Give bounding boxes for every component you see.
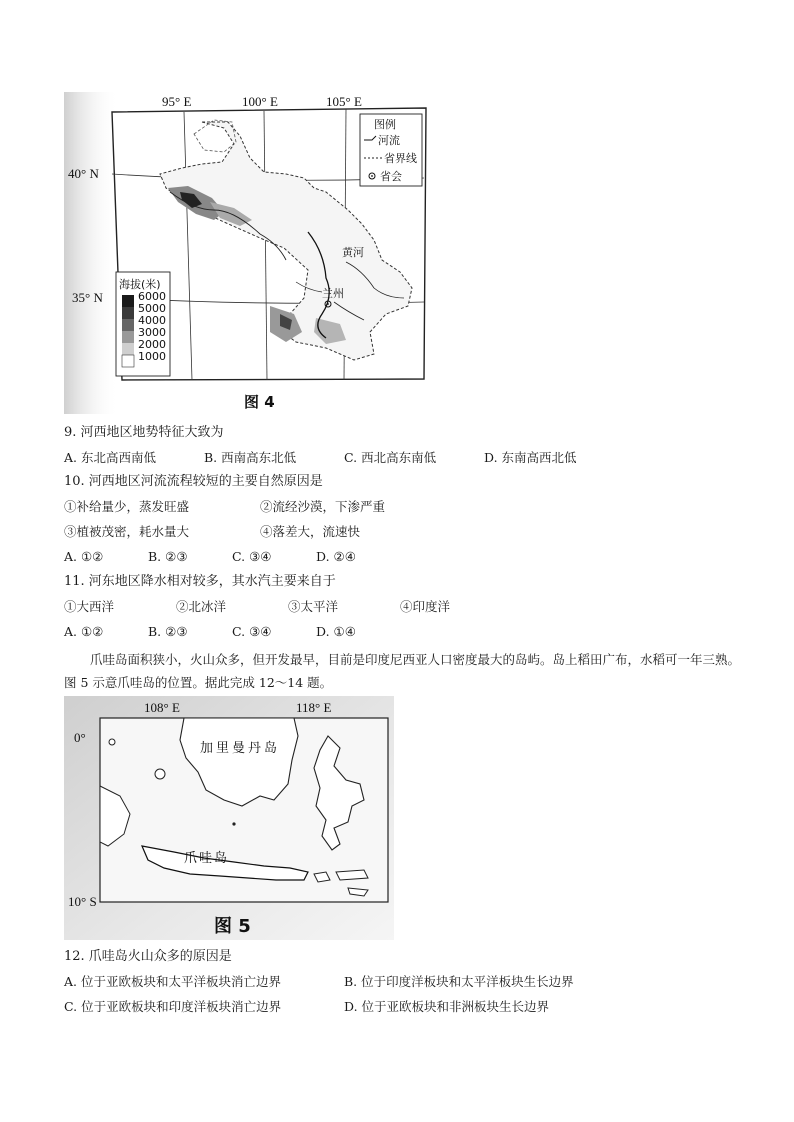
figure-5	[64, 696, 394, 940]
borneo-label: 加里曼丹岛	[200, 741, 281, 756]
q10-item-4: ④落差大，流速快	[260, 524, 361, 539]
q9-option-a[interactable]: A. 东北高西南低	[64, 450, 156, 465]
elev-swatch-3000	[122, 331, 134, 343]
elev-level-3000: 3000	[138, 326, 166, 339]
q11-option-d[interactable]: D. ①④	[316, 624, 356, 639]
legend-boundary: 省界线	[384, 152, 417, 165]
q11-item-3: ③太平洋	[288, 599, 339, 614]
lombok-sumbawa	[336, 870, 368, 880]
figure-5-map	[64, 696, 394, 940]
q10-option-b[interactable]: B. ②③	[148, 549, 188, 564]
lon-label-105: 105° E	[326, 94, 362, 109]
lanzhou-label: 兰州	[322, 287, 344, 300]
java-label: 爪哇岛	[184, 851, 230, 866]
q9-option-c[interactable]: C. 西北高东南低	[344, 450, 437, 465]
yellow-river-label: 黄河	[342, 246, 364, 259]
figure-4-map	[64, 92, 444, 414]
figure-5-caption: 图 5	[214, 916, 251, 937]
elev-level-2000: 2000	[138, 338, 166, 351]
elev-swatch-2000	[122, 343, 134, 355]
question-12-stem: 12. 爪哇岛火山众多的原因是	[64, 949, 232, 964]
question-9-stem: 9. 河西地区地势特征大致为	[64, 425, 224, 440]
elev-level-5000: 5000	[138, 302, 166, 315]
legend-capital-dot	[371, 175, 373, 177]
elev-level-6000: 6000	[138, 290, 166, 303]
q11-option-b[interactable]: B. ②③	[148, 624, 188, 639]
q12-option-d[interactable]: D. 位于亚欧板块和非洲板块生长边界	[344, 999, 550, 1014]
legend-capital: 省会	[380, 170, 402, 183]
q12-option-a[interactable]: A. 位于亚欧板块和太平洋板块消亡边界	[64, 974, 281, 989]
small-island	[109, 739, 115, 745]
elev-swatch-1000	[122, 355, 134, 367]
lon-label-95: 95° E	[162, 94, 192, 109]
q10-option-a[interactable]: A. ①②	[64, 549, 104, 564]
figure-4-caption: 图 4	[244, 393, 275, 411]
java-intro-paragraph: 爪哇岛面积狭小，火山众多，但开发最早，目前是印度尼西亚人口密度最大的岛屿。岛上稻田广布，水稻可一年三熟。图 5 示意爪哇岛的位置。据此完成 12～14 题。	[64, 652, 741, 690]
lat-label-0: 0°	[74, 730, 86, 745]
lon-label-108: 108° E	[144, 700, 180, 715]
q10-option-c[interactable]: C. ③④	[232, 549, 272, 564]
legend-river: 河流	[378, 134, 400, 147]
q11-item-1: ①大西洋	[64, 599, 115, 614]
question-11-stem: 11. 河东地区降水相对较多，其水汽主要来自于	[64, 574, 336, 589]
q11-option-c[interactable]: C. ③④	[232, 624, 272, 639]
q11-item-4: ④印度洋	[400, 599, 451, 614]
lat-label-10s: 10° S	[68, 894, 97, 909]
q12-option-b[interactable]: B. 位于印度洋板块和太平洋板块生长边界	[344, 974, 574, 989]
q10-item-3: ③植被茂密，耗水量大	[64, 524, 190, 539]
question-10-stem: 10. 河西地区河流流程较短的主要自然原因是	[64, 474, 323, 489]
q11-item-2: ②北冰洋	[176, 599, 227, 614]
q10-item-1: ①补给量少，蒸发旺盛	[64, 499, 190, 514]
lat-label-35: 35° N	[72, 290, 103, 305]
q9-option-d[interactable]: D. 东南高西北低	[484, 450, 577, 465]
lon-label-100: 100° E	[242, 94, 278, 109]
legend-title: 图例	[374, 118, 396, 131]
elev-swatch-5000	[122, 307, 134, 319]
lanzhou-capital-dot	[327, 303, 329, 305]
elevation-legend-title: 海拔(米)	[119, 278, 161, 291]
figure-4	[64, 92, 444, 414]
q10-option-d[interactable]: D. ②④	[316, 549, 356, 564]
elev-level-4000: 4000	[138, 314, 166, 327]
scan-shadow	[64, 92, 119, 414]
islet	[232, 822, 235, 825]
elev-swatch-4000	[122, 319, 134, 331]
q11-option-a[interactable]: A. ①②	[64, 624, 104, 639]
lon-label-118: 118° E	[296, 700, 332, 715]
elev-level-1000: 1000	[138, 350, 166, 363]
q12-option-c[interactable]: C. 位于亚欧板块和印度洋板块消亡边界	[64, 999, 282, 1014]
q10-item-2: ②流经沙漠，下渗严重	[260, 499, 386, 514]
elev-swatch-6000	[122, 295, 134, 307]
q9-option-b[interactable]: B. 西南高东北低	[204, 450, 297, 465]
lat-label-40: 40° N	[68, 166, 99, 181]
bangka-island	[155, 769, 165, 779]
